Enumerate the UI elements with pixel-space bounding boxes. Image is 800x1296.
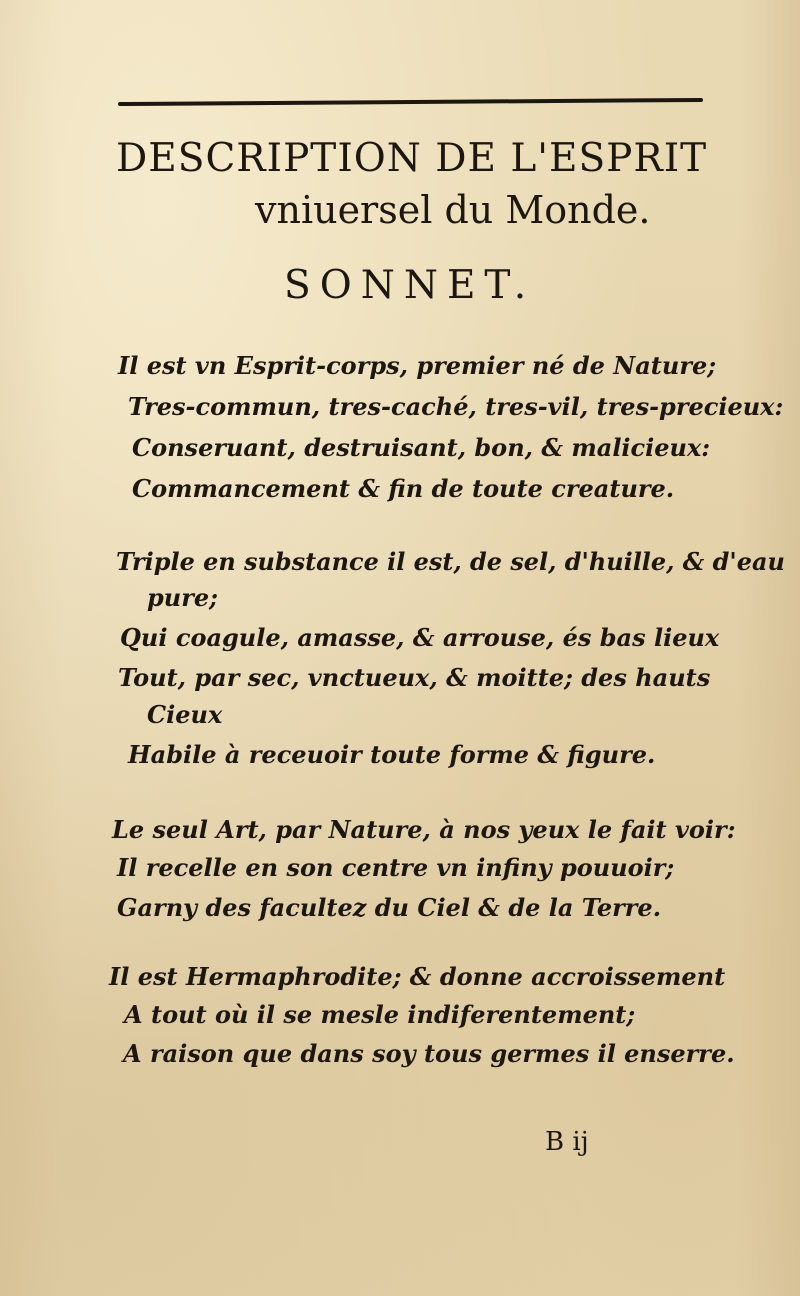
verse-line: Qui coagule, amasse, & arrouse, és bas lieux [120, 623, 720, 652]
verse-line: Habile à receuoir toute forme & figure. [128, 740, 656, 769]
verse-line: Commancement & fin de toute creature. [132, 474, 675, 503]
verse-line: Cieux [147, 700, 223, 729]
verse-line: A raison que dans soy tous germes il enserre. [123, 1039, 735, 1068]
verse-line: pure; [147, 583, 219, 612]
verse-line: Garny des facultez du Ciel & de la Terre. [117, 893, 662, 922]
verse-line: Tout, par sec, vnctueux, & moitte; des hauts [118, 663, 711, 692]
verse-line: Il est vn Esprit-corps, premier né de Nature; [118, 351, 717, 380]
verse-line: Conseruant, destruisant, bon, & malicieux: [132, 433, 711, 462]
header-rule [118, 98, 703, 106]
page-subtitle: vniuersel du Monde. [255, 188, 651, 232]
verse-line: Le seul Art, par Nature, à nos yeux le fait voir: [112, 815, 736, 844]
verse-line: Triple en substance il est, de sel, d'huille, & d'eau [116, 548, 785, 576]
sonnet-heading: SONNET. [284, 263, 536, 308]
verse-line: Il est Hermaphrodite; & donne accroissement [109, 962, 726, 991]
verse-line: Il recelle en son centre vn infiny pouuoir; [117, 853, 675, 882]
signature-mark: B ij [545, 1127, 589, 1157]
verse-line: A tout où il se mesle indiferentement; [124, 1000, 636, 1029]
page-title: DESCRIPTION DE L'ESPRIT [116, 136, 708, 181]
verse-line: Tres-commun, tres-caché, tres-vil, tres-precieux: [128, 392, 784, 421]
